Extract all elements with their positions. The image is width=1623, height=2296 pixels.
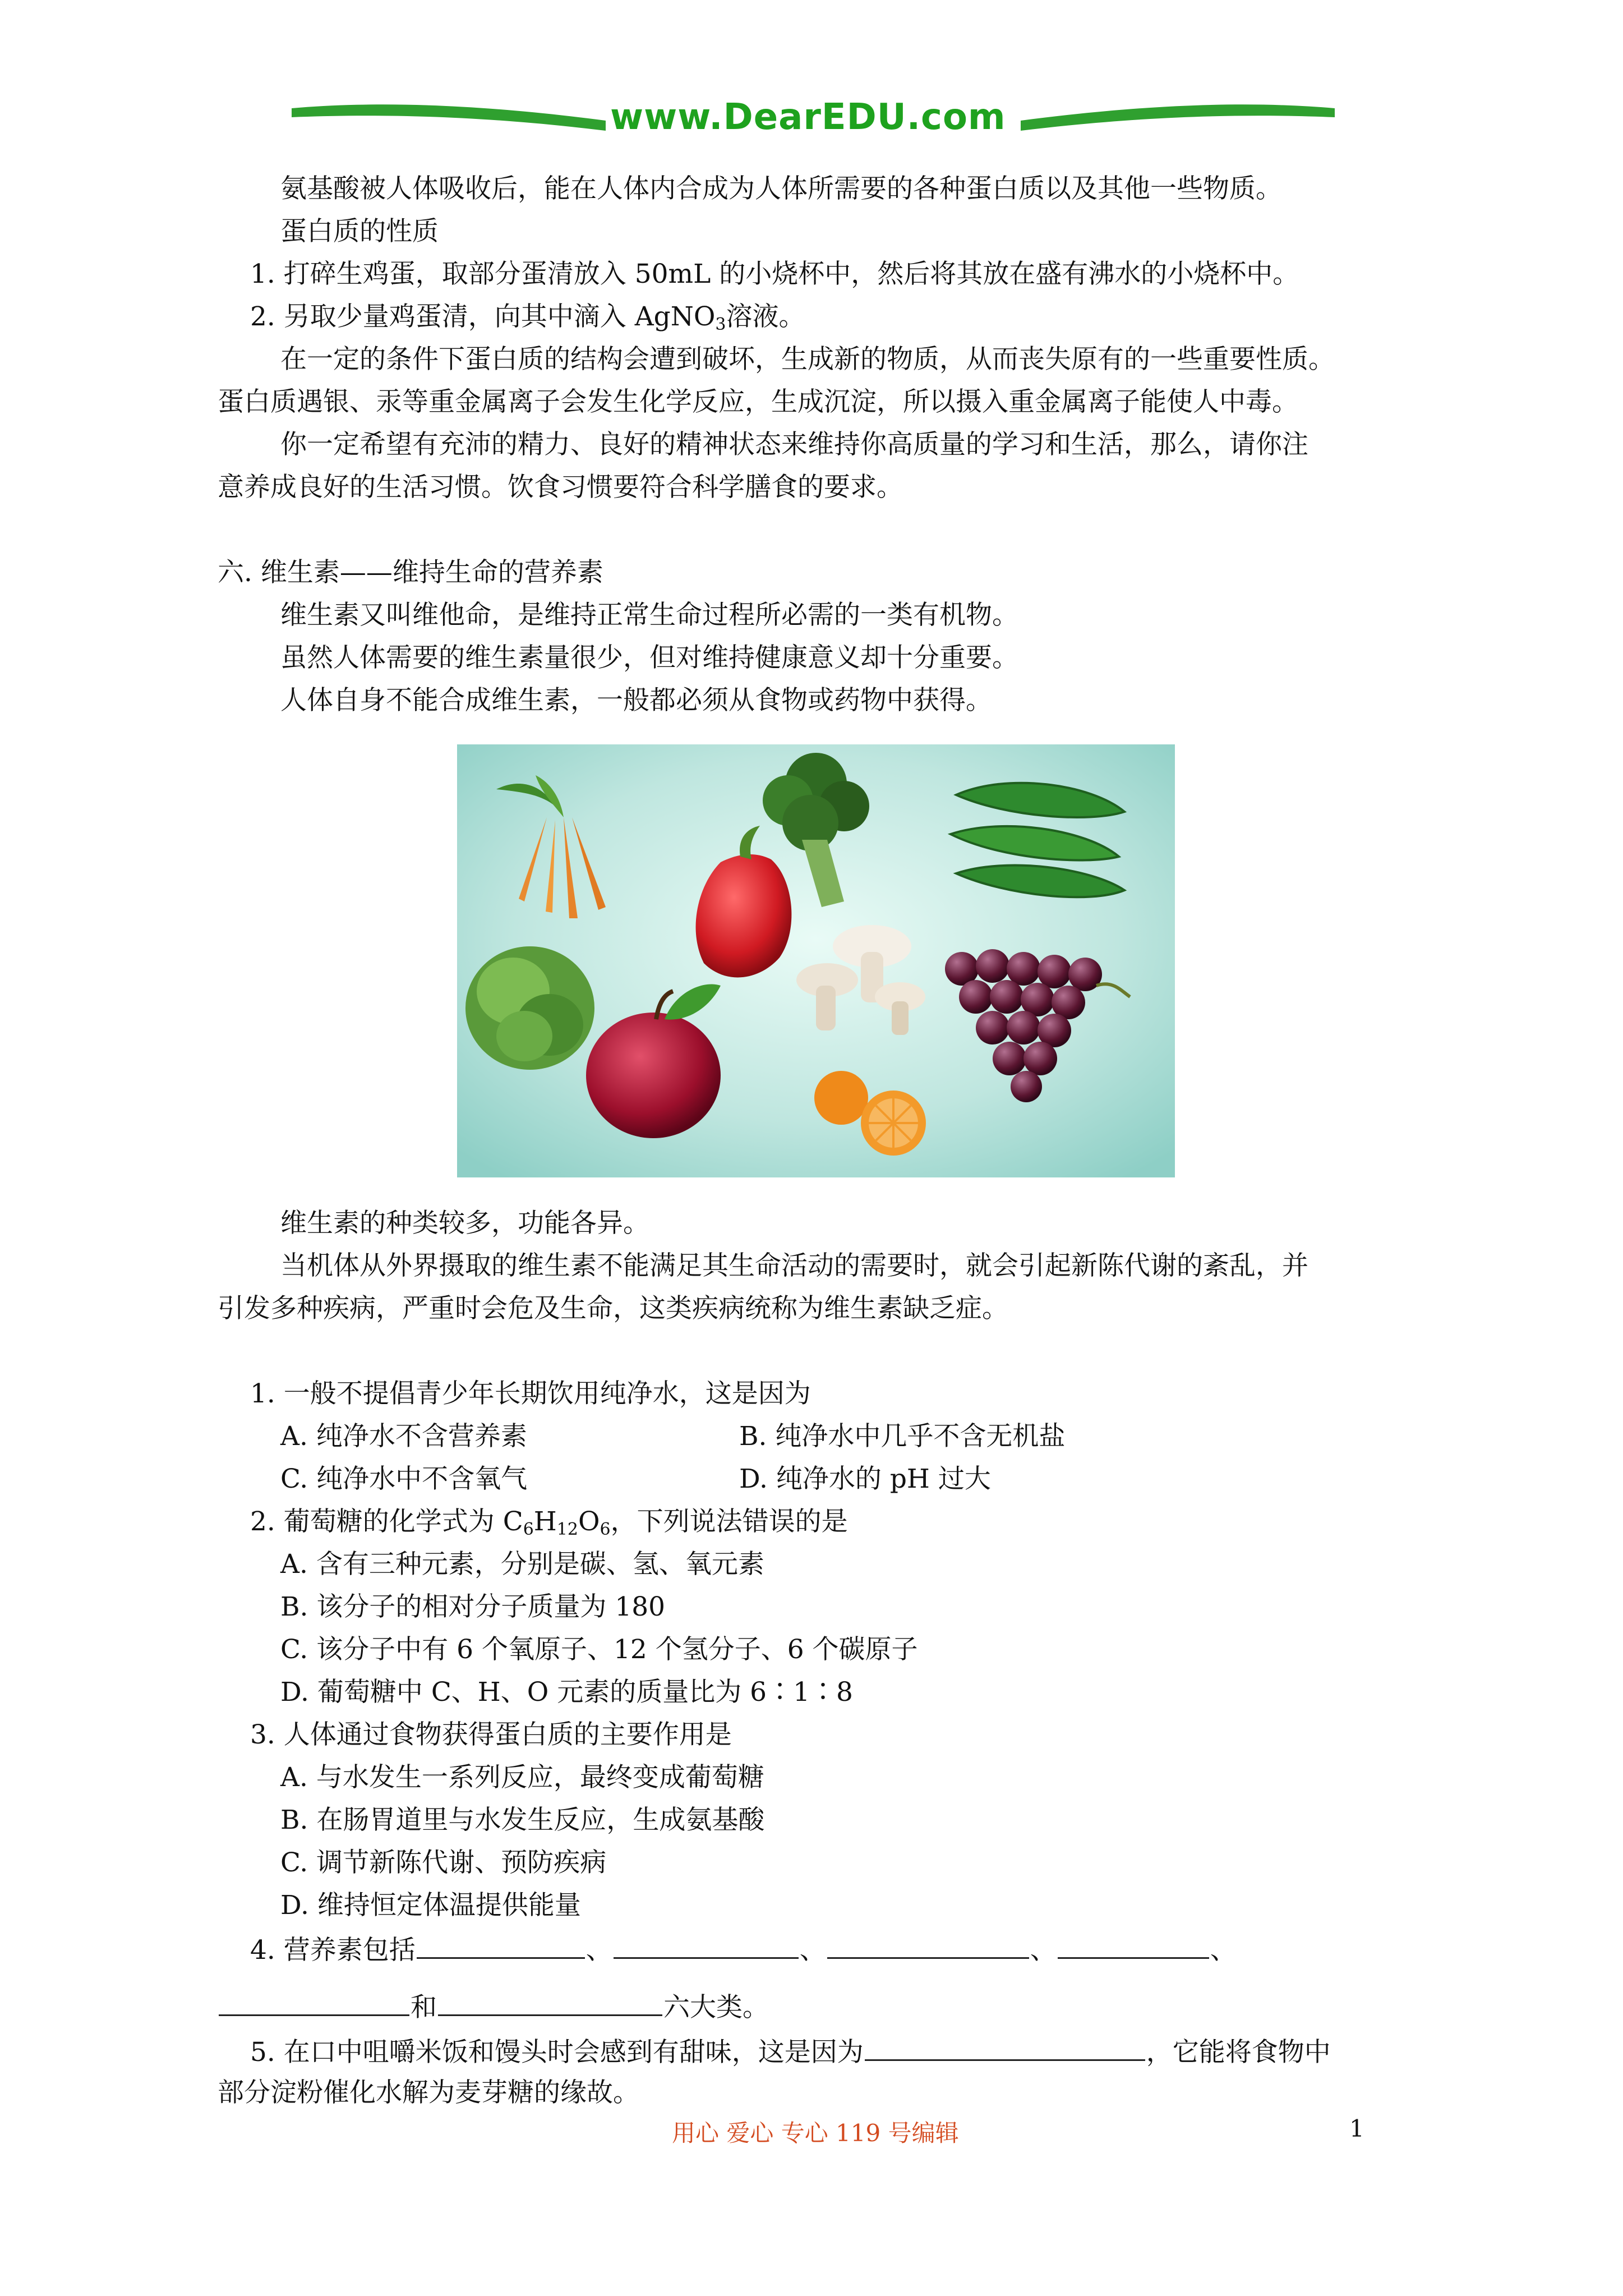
answer-blank[interactable] — [438, 1989, 662, 2016]
text-line: 你一定希望有充沛的精力、良好的精神状态来维持你高质量的学习和生活，那么，请你注 — [280, 429, 1308, 460]
answer-blank[interactable] — [417, 1931, 585, 1959]
text-line: 人体自身不能合成维生素，一般都必须从食物或药物中获得。 — [280, 685, 992, 716]
footer-credit: 用心 爱心 专心 119 号编辑 — [672, 2119, 959, 2147]
text-segment: 2. 另取少量鸡蛋清，向其中滴入 AgNO — [250, 301, 716, 332]
text-segment: 六大类。 — [663, 1992, 769, 2023]
separator: 、 — [799, 1935, 826, 1966]
page-number: 1 — [1349, 2115, 1364, 2142]
vegetables-fruits-image — [457, 744, 1175, 1177]
option: A. 纯净水不含营养素 — [280, 1421, 527, 1452]
text-segment: 2. 葡萄糖的化学式为 C — [250, 1506, 523, 1537]
text-segment: 和 — [411, 1992, 437, 2023]
section-heading: 六. 维生素——维持生命的营养素 — [218, 557, 603, 588]
text-line — [250, 300, 805, 334]
text-line: 1. 打碎生鸡蛋，取部分蛋清放入 50mL 的小烧杯中，然后将其放在盛有沸水的小烧杯中。 — [250, 259, 1299, 289]
text-segment: O — [578, 1506, 600, 1537]
answer-blank[interactable] — [614, 1931, 799, 1959]
text-line: 维生素的种类较多，功能各异。 — [280, 1208, 649, 1239]
subscript: 12 — [556, 1520, 578, 1539]
question-5 — [250, 2033, 1331, 2069]
question-4 — [250, 1931, 1237, 1967]
site-logo-text: www.DearEDU.com — [610, 96, 1006, 138]
option: D. 纯净水的 pH 过大 — [739, 1464, 991, 1494]
separator: 、 — [1210, 1935, 1237, 1966]
option: C. 该分子中有 6 个氧原子、12 个氢分子、6 个碳原子 — [280, 1634, 918, 1665]
text-line: 蛋白质遇银、汞等重金属离子会发生化学反应，生成沉淀，所以摄入重金属离子能使人中毒。 — [218, 386, 1298, 417]
text-line: 氨基酸被人体吸收后，能在人体内合成为人体所需要的各种蛋白质以及其他一些物质。 — [280, 173, 1282, 204]
option: A. 含有三种元素，分别是碳、氢、氧元素 — [280, 1549, 764, 1580]
answer-blank[interactable] — [219, 1989, 409, 2016]
answer-blank[interactable] — [827, 1931, 1029, 1959]
option: B. 该分子的相对分子质量为 180 — [280, 1591, 666, 1622]
answer-blank[interactable] — [865, 2033, 1145, 2061]
option: D. 维持恒定体温提供能量 — [280, 1890, 581, 1921]
question-2 — [250, 1505, 848, 1539]
text-segment: ，它能将食物中 — [1146, 2037, 1331, 2068]
text-segment: ，下列说法错误的是 — [610, 1506, 848, 1537]
text-line: 当机体从外界摄取的维生素不能满足其生命活动的需要时，就会引起新陈代谢的紊乱，并 — [280, 1250, 1308, 1281]
subscript: 6 — [523, 1520, 534, 1539]
question-3: 3. 人体通过食物获得蛋白质的主要作用是 — [250, 1719, 732, 1750]
text-segment: H — [533, 1506, 557, 1537]
text-line: 在一定的条件下蛋白质的结构会遭到破坏，生成新的物质，从而丧失原有的一些重要性质。 — [280, 344, 1335, 375]
text-line: 维生素又叫维他命，是维持正常生命过程所必需的一类有机物。 — [280, 600, 1018, 631]
separator: 、 — [1030, 1935, 1057, 1966]
text-segment: 溶液。 — [726, 301, 805, 332]
answer-blank[interactable] — [1058, 1931, 1209, 1959]
option: A. 与水发生一系列反应，最终变成葡萄糖 — [280, 1762, 764, 1793]
option: B. 纯净水中几乎不含无机盐 — [739, 1421, 1066, 1452]
separator: 、 — [585, 1935, 612, 1966]
subscript: 6 — [600, 1520, 611, 1539]
option: C. 调节新陈代谢、预防疾病 — [280, 1847, 607, 1878]
lettuce-icon — [465, 946, 594, 1070]
option: D. 葡萄糖中 C、H、O 元素的质量比为 6∶1∶8 — [280, 1677, 853, 1708]
text-line: 蛋白质的性质 — [280, 216, 439, 247]
text-segment: 5. 在口中咀嚼米饭和馒头时会感到有甜味，这是因为 — [250, 2037, 864, 2068]
subscript: 3 — [715, 315, 726, 334]
question-1: 1. 一般不提倡青少年长期饮用纯净水，这是因为 — [250, 1378, 811, 1409]
header-swoosh-left — [292, 98, 606, 137]
text-line: 引发多种疾病，严重时会危及生命，这类疾病统称为维生素缺乏症。 — [218, 1293, 1008, 1324]
option: C. 纯净水中不含氧气 — [280, 1464, 528, 1494]
text-line: 部分淀粉催化水解为麦芽糖的缘故。 — [218, 2077, 639, 2108]
option: B. 在肠胃道里与水发生反应，生成氨基酸 — [280, 1805, 765, 1835]
text-line: 虽然人体需要的维生素量很少，但对维持健康意义却十分重要。 — [280, 642, 1018, 673]
header-swoosh-right — [1021, 98, 1335, 137]
question-4-cont — [218, 1989, 769, 2024]
text-segment: 4. 营养素包括 — [250, 1935, 416, 1966]
text-line: 意养成良好的生活习惯。饮食习惯要符合科学膳食的要求。 — [218, 472, 903, 503]
